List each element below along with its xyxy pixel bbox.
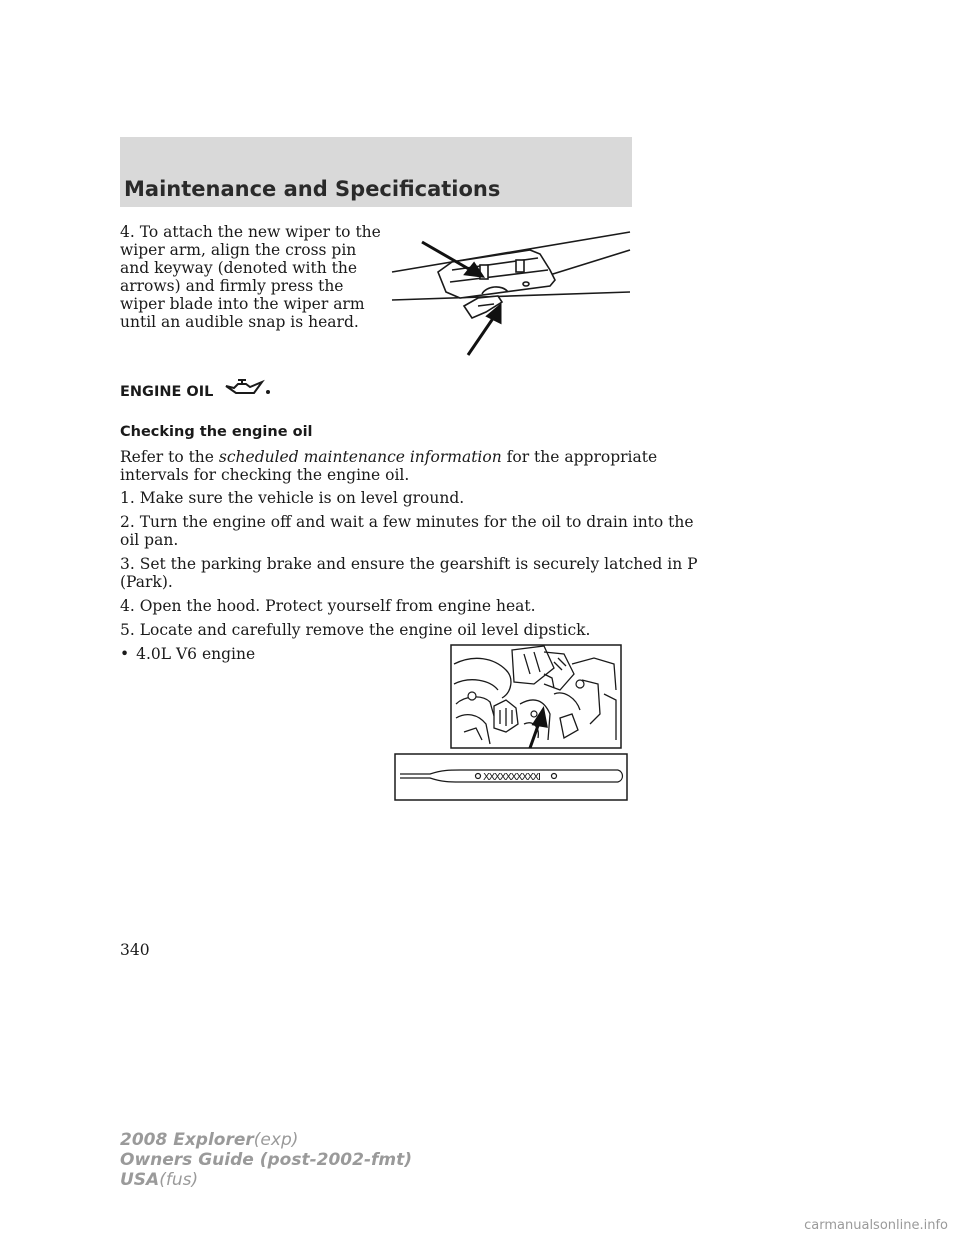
step-2: 2. Turn the engine off and wait a few minutes for the oil to drain into the (120, 513, 694, 531)
intro-prefix: Refer to the (120, 448, 214, 466)
wiper-attach-illustration (390, 210, 635, 360)
step-3: 3. Set the parking brake and ensure the gearshift is securely latched in P (120, 555, 698, 573)
bullet-engine-type (120, 645, 255, 663)
scheduled-maintenance-ref: scheduled maintenance information (218, 448, 502, 466)
step-1: 1. Make sure the vehicle is on level ground. (120, 489, 465, 507)
intro-line-1 (120, 448, 657, 466)
step-5: 5. Locate and carefully remove the engine oil level dipstick. (120, 621, 591, 639)
footer-model: 2008 Explorer (120, 1130, 254, 1150)
step-2-cont: oil pan. (120, 531, 179, 549)
step-4: 4. Open the hood. Protect yourself from engine heat. (120, 597, 536, 615)
checking-oil-subheading: Checking the engine oil (120, 424, 313, 440)
oil-can-icon (224, 378, 274, 400)
footer-market-code: (fus) (159, 1170, 199, 1190)
step-3-cont: (Park). (120, 573, 173, 591)
intro-line-2: intervals for checking the engine oil. (120, 466, 410, 484)
document-footer (120, 1130, 412, 1190)
dipstick-marking: XXXXXXXXXXI (483, 772, 541, 783)
footer-market: USA (120, 1170, 160, 1190)
bullet-glyph: • (120, 645, 130, 663)
watermark-url[interactable]: carmanualsonline.info (804, 1218, 948, 1233)
footer-model-code: (exp) (253, 1130, 299, 1150)
footer-line-1 (120, 1130, 412, 1150)
intro-suffix: for the appropriate (506, 448, 658, 466)
page-number: 340 (120, 941, 150, 959)
engine-dipstick-illustration (394, 644, 630, 802)
engine-type-label: 4.0L V6 engine (136, 645, 256, 663)
engine-oil-heading: ENGINE OIL (120, 384, 214, 400)
footer-guide: Owners Guide (post-2002-fmt) (120, 1150, 413, 1170)
section-title: Maintenance and Specifications (124, 177, 501, 201)
footer-line-3 (120, 1170, 412, 1190)
wiper-step-4: 4. To attach the new wiper to the wiper arm, align the cross pin and keyway (denoted with the arrows) and firmly press the wiper blade into the wiper arm until an audible snap is heard. (120, 223, 381, 331)
